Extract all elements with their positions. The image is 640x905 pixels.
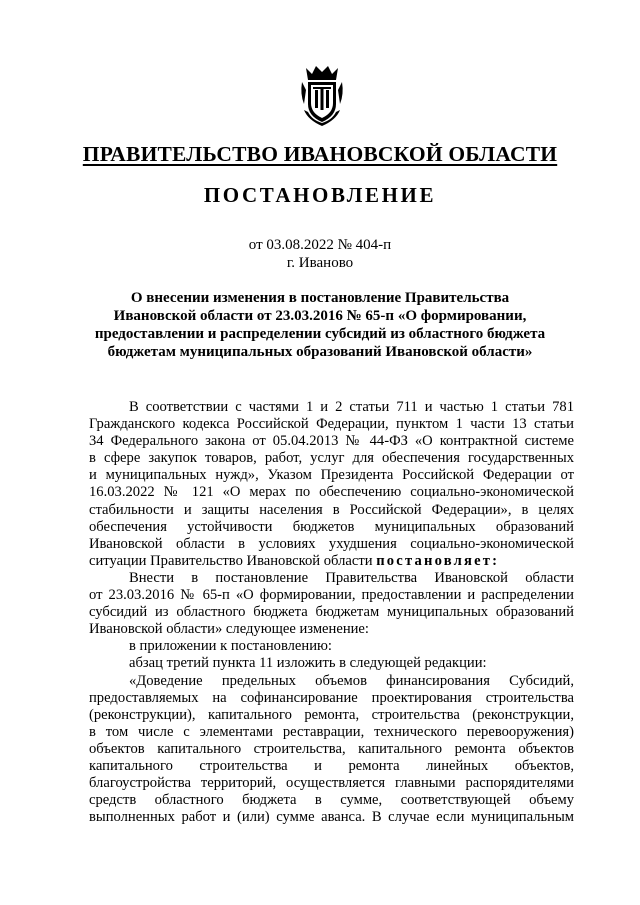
body-line: «Доведение предельных объемов финансирования Субсидий, [129, 672, 574, 689]
body-line: от 23.03.2016 № 65-п «О формировании, предоставлении и распределении [89, 587, 574, 604]
city: г. Иваново [286, 255, 354, 271]
body-line: субсидий из областного бюджета бюджетам муниципальных образований [89, 604, 574, 621]
body-line: абзац третий пункта 11 изложить в следующей редакции: [129, 655, 487, 672]
body-line: и муниципальных нужд», Указом Президента Российской Федерации от [89, 467, 574, 484]
body-line: объектов капитального строительства, капитального ремонта объектов [89, 740, 574, 757]
coat-of-arms-icon [296, 60, 348, 128]
body-line: 16.03.2022 № 121 «О мерах по обеспечению социально-экономической [89, 484, 574, 501]
body-line: Ивановской области в условиях ухудшения социально-экономической [89, 535, 574, 552]
body-line: обеспечения устойчивости бюджетов муниципальных образований [89, 518, 574, 535]
body-line: Внести в постановление Правительства Ивановской области [129, 569, 574, 586]
body-line [89, 553, 574, 570]
body-line: в том числе с элементами реставрации, технического перевооружения) [89, 723, 574, 740]
body-line: В соответствии с частями 1 и 2 статьи 711 и частью 1 статьи 781 [129, 399, 574, 415]
body-line: Гражданского кодекса Российской Федерации, пунктом 1 части 13 статьи [89, 416, 574, 433]
document-body [89, 399, 574, 826]
body-text: ситуации Правительство Ивановской области [89, 552, 373, 569]
body-line: стабильности и защиты населения в Российской Федерации», в целях [89, 501, 574, 518]
subject-line: Ивановской области от 23.03.2016 № 65-п «О формировании, [113, 308, 527, 324]
body-line: капитального строительства и ремонта линейных объектов, [89, 757, 574, 774]
body-line: предоставляемых на софинансирование проектирования строительства [89, 689, 574, 706]
date-number: от 03.08.2022 № 404-п [248, 237, 392, 253]
government-title: ПРАВИТЕЛЬСТВО ИВАНОВСКОЙ ОБЛАСТИ [82, 142, 558, 166]
resolution-keyword: постановляет: [376, 552, 500, 569]
body-line: в сфере закупок товаров, работ, услуг для обеспечения государственных [89, 450, 574, 467]
body-line: (реконструкции), капитального ремонта, строительства (реконструкции, [89, 706, 574, 723]
document-meta [0, 236, 640, 272]
body-line: в приложении к постановлению: [129, 638, 332, 655]
body-line: средств областного бюджета в сумме, соответствующей объему [89, 792, 574, 809]
subject-line: бюджетам муниципальных образований Ивановской области» [107, 344, 533, 360]
body-line: 34 Федерального закона от 05.04.2013 № 44-ФЗ «О контрактной системе [89, 433, 574, 450]
subject-line: О внесении изменения в постановление Правительства [130, 290, 510, 306]
body-line: выполненных работ и (или) сумме аванса. В случае если муниципальным [89, 809, 574, 826]
body-line: Ивановской области» следующее изменение: [89, 621, 369, 638]
document-subject [60, 289, 580, 361]
body-line: благоустройства территорий, осуществляется главными распорядителями [89, 775, 574, 792]
document-type: ПОСТАНОВЛЕНИЕ [203, 183, 437, 207]
subject-line: предоставлении и распределении субсидий из областного бюджета [94, 326, 546, 342]
